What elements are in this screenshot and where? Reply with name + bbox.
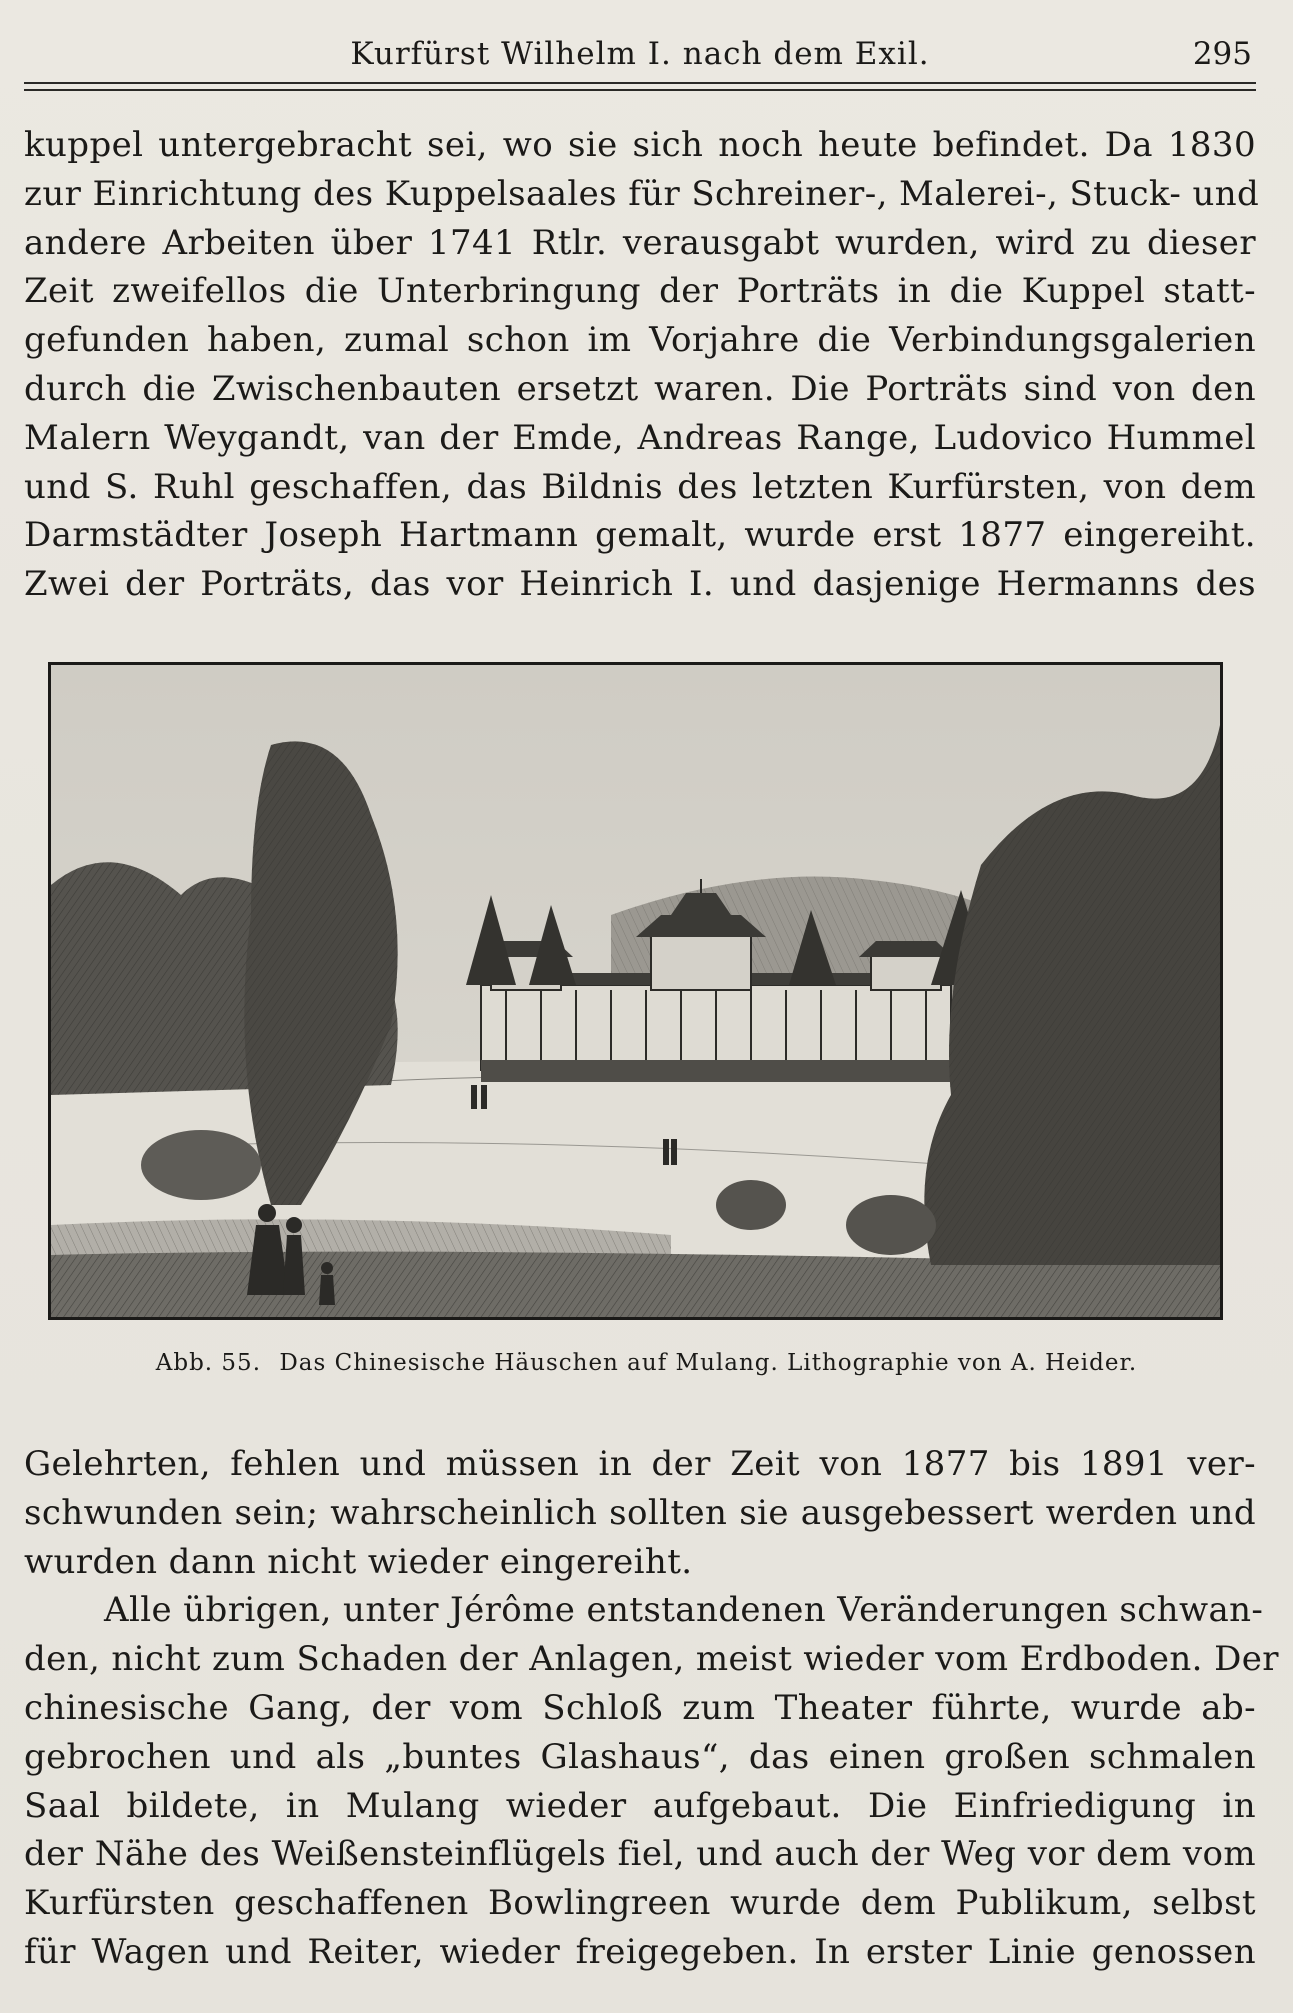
body-text-top: [24, 121, 1260, 609]
page-number: 295: [1192, 36, 1252, 72]
text-line: Darmstädter Joseph Hartmann gemalt, wurde erst 1877 eingereiht.: [24, 515, 1256, 556]
header-rule-bottom: [24, 89, 1256, 91]
text-line: den, nicht zum Schaden der Anlagen, meist wieder vom Erdboden. Der: [24, 1639, 1279, 1680]
text-line: chinesische Gang, der vom Schloß zum Theater führte, wurde ab-: [24, 1687, 1256, 1728]
text-line: Zeit zweifellos die Unterbringung der Porträts in die Kuppel statt-: [24, 271, 1256, 312]
text-line: Kurfürsten geschaffenen Bowlingreen wurde dem Publikum, selbst: [24, 1883, 1256, 1924]
text-line: Gelehrten, fehlen und müssen in der Zeit von 1877 bis 1891 ver-: [24, 1444, 1256, 1484]
running-title: Kurfürst Wilhelm I. nach dem Exil.: [350, 36, 930, 72]
text-line: Malern Weygandt, van der Emde, Andreas Range, Ludovico Hummel: [24, 417, 1256, 458]
text-line: für Wagen und Reiter, wieder freigegeben. In erster Linie genossen: [24, 1931, 1256, 1972]
text-line: kuppel untergebracht sei, wo sie sich noch heute befindet. Da 1830: [24, 125, 1256, 165]
text-line: Zwei der Porträts, das vor Heinrich I. und dasjenige Hermanns des: [24, 564, 1256, 605]
figure-label: Abb. 55.: [155, 1350, 262, 1376]
text-line: Saal bildete, in Mulang wieder aufgebaut. Die Einfriedigung in: [24, 1785, 1256, 1826]
text-line: gefunden haben, zumal schon im Vorjahre die Verbindungsgalerien: [24, 320, 1256, 361]
text-line: schwunden sein; wahrscheinlich sollten sie ausgebessert werden und: [24, 1492, 1256, 1533]
text-line: und S. Ruhl geschaffen, das Bildnis des letzten Kurfürsten, von dem: [24, 466, 1256, 507]
text-line: gebrochen und als „buntes Glashaus“, das einen großen schmalen: [24, 1736, 1256, 1777]
text-line: Alle übrigen, unter Jérôme entstandenen Veränderungen schwan-: [104, 1590, 1264, 1631]
text-line: wurden dann nicht wieder eingereiht.: [24, 1541, 693, 1582]
lithograph-figure: [48, 662, 1223, 1320]
text-line: zur Einrichtung des Kuppelsaales für Schreiner-, Malerei-, Stuck- und: [24, 173, 1260, 214]
header-rule-top: [24, 82, 1256, 84]
body-text-bottom: [24, 1440, 1279, 1977]
text-line: andere Arbeiten über 1741 Rtlr. verausgabt wurden, wird zu dieser: [24, 222, 1256, 263]
text-line: durch die Zwischenbauten ersetzt waren. Die Porträts sind von den: [24, 368, 1256, 409]
text-line: der Nähe des Weißensteinflügels fiel, und auch der Weg vor dem vom: [24, 1834, 1256, 1875]
figure-caption: [0, 1350, 1293, 1376]
running-head: [24, 28, 1256, 76]
lithograph-illustration: [51, 665, 1220, 1317]
figure-caption-text: Das Chinesische Häuschen auf Mulang. Lithographie von A. Heider.: [279, 1350, 1138, 1376]
